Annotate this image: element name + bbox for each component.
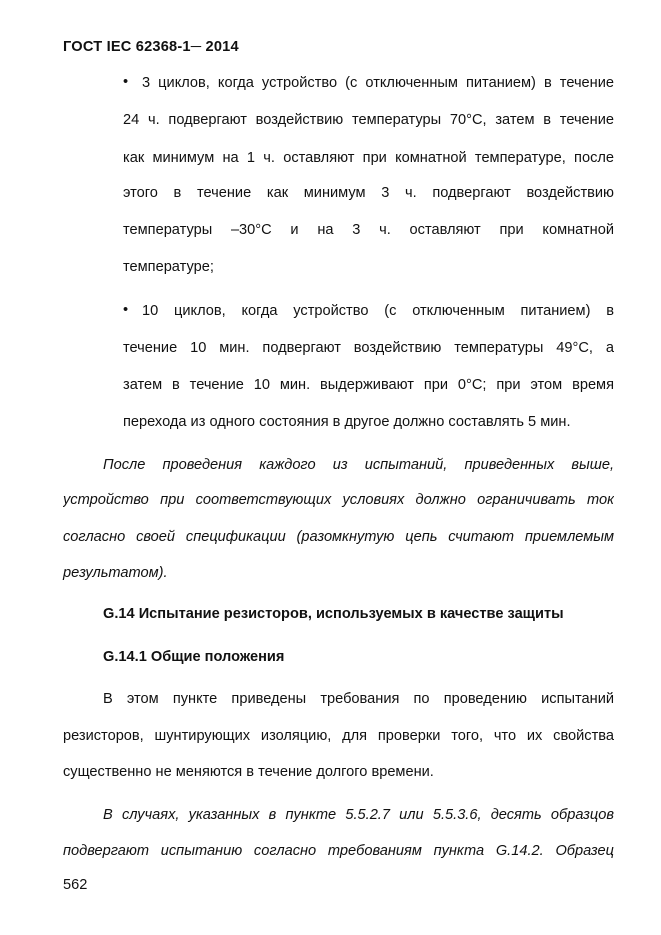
text-line: как минимум на 1 ч. оставляют при комнатной температуре, после <box>123 150 614 166</box>
text-line: 10 циклов, когда устройство (с отключенным питанием) в <box>142 303 614 319</box>
text-line: В случаях, указанных в пункте 5.5.2.7 или 5.5.3.6, десять образцов <box>103 807 614 823</box>
text-line: 3 циклов, когда устройство (с отключенным питанием) в течение <box>142 75 614 91</box>
text-line: существенно не меняются в течение долгого времени. <box>63 764 434 780</box>
text-line: затем в течение 10 мин. выдерживают при 0°С; при этом время <box>123 377 614 393</box>
text-line: После проведения каждого из испытаний, приведенных выше, <box>103 457 614 473</box>
bullet-icon: • <box>123 302 129 318</box>
text-line: подвергают испытанию согласно требованиям пункта G.14.2. Образец <box>63 843 614 859</box>
text-line: В этом пункте приведены требования по проведению испытаний <box>103 691 614 707</box>
text-line: температуры –30°С и на 3 ч. оставляют при комнатной <box>123 222 614 238</box>
text-line: температуре; <box>123 259 214 275</box>
section-heading: G.14 Испытание резисторов, используемых в качестве защиты <box>103 606 564 622</box>
page-number: 562 <box>63 877 88 893</box>
bullet-icon: • <box>123 74 129 90</box>
text-line: этого в течение как минимум 3 ч. подвергают воздействию <box>123 185 614 201</box>
text-line: 24 ч. подвергают воздействию температуры 70°С, затем в течение <box>123 112 614 128</box>
text-line: устройство при соответствующих условиях должно ограничивать ток <box>63 492 614 508</box>
text-line: результатом). <box>63 565 168 581</box>
text-line: согласно своей спецификации (разомкнутую цепь считают приемлемым <box>63 529 614 545</box>
text-line: резисторов, шунтирующих изоляцию, для проверки того, что их свойства <box>63 728 614 744</box>
document-header: ГОСТ IEC 62368-1─ 2014 <box>63 39 239 55</box>
text-line: течение 10 мин. подвергают воздействию температуры 49°С, а <box>123 340 614 356</box>
subsection-heading: G.14.1 Общие положения <box>103 649 285 665</box>
text-line: перехода из одного состояния в другое должно составлять 5 мин. <box>123 414 571 430</box>
